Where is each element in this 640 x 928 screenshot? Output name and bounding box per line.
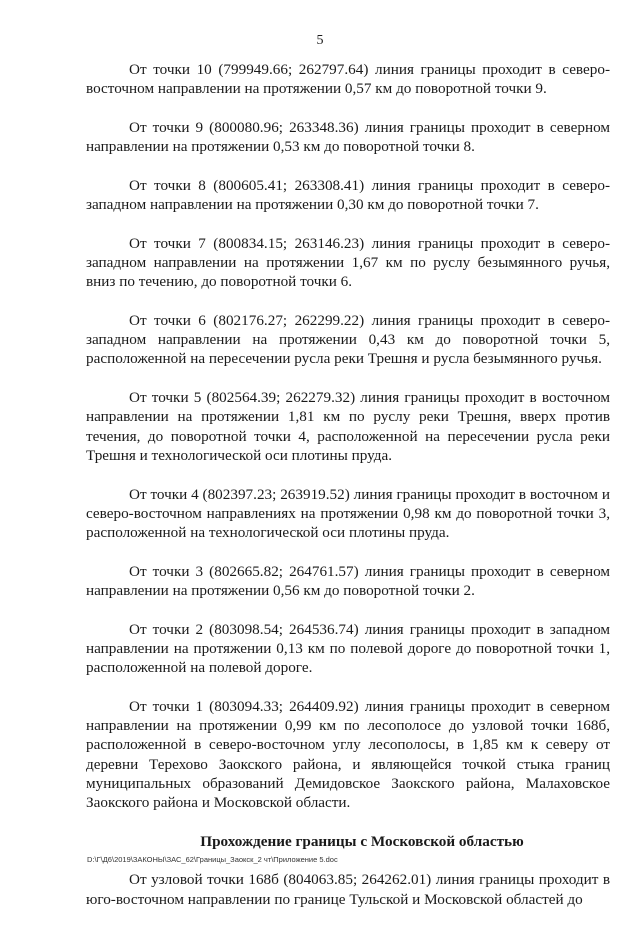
boundary-paragraph-point-4: От точки 4 (802397.23; 263919.52) линия границы проходит в восточном и северо-восточном направлениях на протяжении 0,98 км до поворотной точки 3, расположенной на технологической оси плотины пруда. bbox=[86, 485, 610, 542]
page-number: 5 bbox=[316, 33, 324, 48]
boundary-paragraph-point-6: От точки 6 (802176.27; 262299.22) линия границы проходит в северо-западном направлении на протяжении 0,43 км до поворотной точки 5, расположенной на пересечении русла реки Трешня и русла безымянного ручья. bbox=[86, 311, 610, 368]
boundary-paragraph-point-1: От точки 1 (803094.33; 264409.92) линия границы проходит в северном направлении на протяжении 0,99 км по лесополосе до узловой точки 168б, расположенной в северо-восточном углу лесополосы, в 1,85 км к северу от деревни Терехово Заокского района, и являющейся точкой стыка границ муниципальных образований Демидовское Заокского района, Малаховское Заокского района и Московской области. bbox=[86, 697, 610, 812]
document-body bbox=[86, 60, 610, 928]
footer-file-path: D:\Г\Д6\2019\ЗАКОНЫ\ЗАС_62\Границы_Заокск_2 чт\Приложение 5.doc bbox=[87, 855, 338, 864]
boundary-paragraph-point-5: От точки 5 (802564.39; 262279.32) линия границы проходит в восточном направлении на протяжении 1,81 км по руслу реки Трешня, вверх против течения, до поворотной точки 4, расположенной на пересечении русла реки Трешня и технологической оси плотины пруда. bbox=[86, 389, 610, 464]
section-heading: Прохождение границы с Московской областью bbox=[200, 832, 524, 850]
boundary-paragraph-point-3: От точки 3 (802665.82; 264761.57) линия границы проходит в северном направлении на протяжении 0,56 км до поворотной точки 2. bbox=[86, 562, 610, 600]
section-paragraph-node-168b: От узловой точки 168б (804063.85; 264262.01) линия границы проходит в юго-восточном направлении по границе Тульской и Московской областей до bbox=[86, 871, 610, 908]
boundary-paragraph-point-2: От точки 2 (803098.54; 264536.74) линия границы проходит в западном направлении на протяжении 0,13 км по полевой дороге до поворотной точки 1, расположенной на полевой дороге. bbox=[86, 620, 610, 677]
boundary-paragraph-point-8: От точки 8 (800605.41; 263308.41) линия границы проходит в северо-западном направлении на протяжении 0,30 км до поворотной точки 7. bbox=[86, 176, 610, 214]
boundary-paragraph-point-9: От точки 9 (800080.96; 263348.36) линия границы проходит в северном направлении на протяжении 0,53 км до поворотной точки 8. bbox=[86, 118, 610, 156]
boundary-paragraph-point-10: От точки 10 (799949.66; 262797.64) линия границы проходит в северо-восточном направлении на протяжении 0,57 км до поворотной точки 9. bbox=[86, 61, 610, 98]
boundary-paragraph-point-7: От точки 7 (800834.15; 263146.23) линия границы проходит в северо-западном направлении на протяжении 1,67 км по руслу безымянного ручья, вниз по течению, до поворотной точки 6. bbox=[86, 234, 610, 291]
